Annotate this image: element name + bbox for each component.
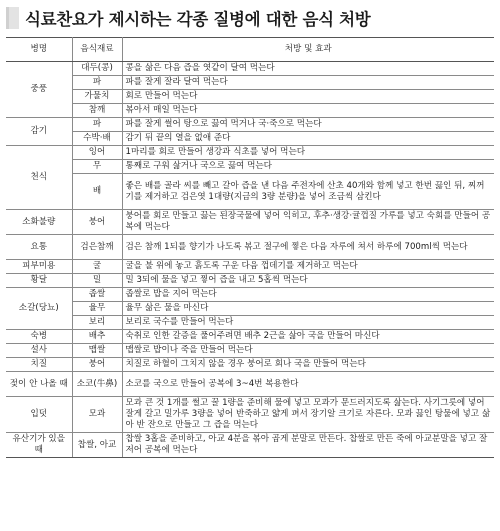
remedy-cell: 찹쌀 3홉을 준비하고, 아교 4분을 볶아 곱게 분말로 만든다. 찹쌀로 만든 죽에 아교분말을 넣고 잘 저어 공복에 먹는다 — [122, 433, 494, 458]
table-row — [6, 235, 494, 260]
remedy-cell: 통째로 구워 삶거나 국으로 끓여 먹는다 — [122, 160, 494, 174]
title-bullet-icon — [6, 7, 19, 29]
table-row — [6, 104, 494, 118]
disease-cell: 입덧 — [6, 397, 72, 433]
table-row — [6, 118, 494, 132]
remedy-cell: 밀 3되에 물을 넣고 찧어 즙을 내고 5홉씩 먹는다 — [122, 274, 494, 288]
table-row — [6, 358, 494, 372]
ingredient-cell: 보리 — [72, 316, 122, 330]
ingredient-cell: 맵쌀 — [72, 344, 122, 358]
table-row — [6, 132, 494, 146]
table-row — [6, 260, 494, 274]
remedy-cell: 숙취로 인한 갈증을 풀어주려면 배추 2근을 삶아 국을 만들어 마신다 — [122, 330, 494, 344]
table-row — [6, 90, 494, 104]
disease-cell: 황달 — [6, 274, 72, 288]
header-row — [6, 38, 494, 62]
table-row — [6, 160, 494, 174]
remedy-table — [6, 37, 494, 458]
table-row — [6, 372, 494, 397]
ingredient-cell: 소코(牛鼻) — [72, 372, 122, 397]
remedy-cell: 파를 잘게 잘라 달여 먹는다 — [122, 76, 494, 90]
ingredient-cell: 굴 — [72, 260, 122, 274]
ingredient-cell: 검은참깨 — [72, 235, 122, 260]
remedy-cell: 감기 뒤 끝의 열을 없애 준다 — [122, 132, 494, 146]
remedy-cell: 보리로 국수를 만들어 먹는다 — [122, 316, 494, 330]
table-row — [6, 397, 494, 433]
ingredient-cell: 잉어 — [72, 146, 122, 160]
remedy-cell: 볶아서 매일 먹는다 — [122, 104, 494, 118]
page-title — [6, 4, 370, 32]
table-row — [6, 210, 494, 235]
table-row — [6, 433, 494, 458]
remedy-cell: 치질로 하혈이 그치지 않을 경우 붕어로 회나 국을 만들어 먹는다 — [122, 358, 494, 372]
table-row — [6, 62, 494, 76]
ingredient-cell: 좁쌀 — [72, 288, 122, 302]
ingredient-cell: 붕어 — [72, 358, 122, 372]
remedy-cell: 율무 삶은 물을 마신다 — [122, 302, 494, 316]
header-remedy: 처방 및 효과 — [122, 38, 494, 62]
disease-cell: 설사 — [6, 344, 72, 358]
table-row — [6, 288, 494, 302]
remedy-cell: 소코를 국으로 만들어 공복에 3~4번 복용한다 — [122, 372, 494, 397]
remedy-cell: 좋은 배를 골라 씨를 빼고 갈아 즙을 낸 다음 주전자에 산초 40개와 함께 넣고 한번 끓인 뒤, 찌꺼기를 제거하고 검은엿 1대량(지금의 3량 분량)을 넣어 조금씩 삼킨다 — [122, 174, 494, 210]
ingredient-cell: 모과 — [72, 397, 122, 433]
ingredient-cell: 파 — [72, 118, 122, 132]
disease-cell: 감기 — [6, 118, 72, 146]
ingredient-cell: 붕어 — [72, 210, 122, 235]
remedy-cell: 파를 잘게 썰어 탕으로 끓여 먹거나 국·죽으로 먹는다 — [122, 118, 494, 132]
ingredient-cell: 참깨 — [72, 104, 122, 118]
remedy-cell: 굴을 불 위에 놓고 흙도록 구운 다음 껍데기를 제거하고 먹는다 — [122, 260, 494, 274]
ingredient-cell: 배 — [72, 174, 122, 210]
remedy-cell: 좁쌀로 밥을 지어 먹는다 — [122, 288, 494, 302]
disease-cell: 소갈(당뇨) — [6, 288, 72, 330]
disease-cell: 피부미용 — [6, 260, 72, 274]
remedy-cell: 1마리를 회로 만들어 생강과 식초를 넣어 먹는다 — [122, 146, 494, 160]
header-disease: 병명 — [6, 38, 72, 62]
remedy-cell: 검은 참깨 1되를 향기가 나도록 볶고 절구에 찧은 다음 자루에 쳐서 하루에 700ml씩 먹는다 — [122, 235, 494, 260]
disease-cell: 요통 — [6, 235, 72, 260]
table-row — [6, 344, 494, 358]
ingredient-cell: 대두(콩) — [72, 62, 122, 76]
table-row — [6, 330, 494, 344]
remedy-cell: 붕어를 회로 만들고 끓는 된장국물에 넣어 익히고, 후추·생강·귤껍질 가루를 넣고 숙회를 만들어 공복에 먹는다 — [122, 210, 494, 235]
ingredient-cell: 밀 — [72, 274, 122, 288]
remedy-cell: 회로 만들어 먹는다 — [122, 90, 494, 104]
remedy-cell: 모과 큰 것 1개를 썰고 꿀 1량을 준비해 물에 넣고 모과가 문드러지도록 삶는다. 사기그릇에 넣어 잘게 갈고 밀가루 3량을 넣어 반죽하고 얇게 펴서 장기알 크기로 자른다. 모과 끓인 탕물에 넣고 삶아 반 잔으로 만들고 그 즙을 먹는다 — [122, 397, 494, 433]
ingredient-cell: 가물치 — [72, 90, 122, 104]
remedy-cell: 맵쌀로 밥이나 죽을 만들어 먹는다 — [122, 344, 494, 358]
table-row — [6, 274, 494, 288]
disease-cell: 유산기가 있을 때 — [6, 433, 72, 458]
disease-cell: 소화불량 — [6, 210, 72, 235]
table-row — [6, 146, 494, 160]
ingredient-cell: 배추 — [72, 330, 122, 344]
disease-cell: 젖이 안 나올 때 — [6, 372, 72, 397]
disease-cell: 치질 — [6, 358, 72, 372]
table-row — [6, 174, 494, 210]
ingredient-cell: 파 — [72, 76, 122, 90]
ingredient-cell: 율무 — [72, 302, 122, 316]
header-ingredient: 음식재료 — [72, 38, 122, 62]
ingredient-cell: 무 — [72, 160, 122, 174]
title-text: 식료찬요가 제시하는 각종 질병에 대한 음식 처방 — [25, 10, 371, 29]
disease-cell: 숙병 — [6, 330, 72, 344]
remedy-cell: 콩을 삶은 다음 즙을 엿같이 달여 먹는다 — [122, 62, 494, 76]
ingredient-cell: 수박·배 — [72, 132, 122, 146]
table-row — [6, 302, 494, 316]
table-row — [6, 316, 494, 330]
table-row — [6, 76, 494, 90]
disease-cell: 중풍 — [6, 62, 72, 118]
disease-cell: 천식 — [6, 146, 72, 210]
ingredient-cell: 찹쌀, 아교 — [72, 433, 122, 458]
